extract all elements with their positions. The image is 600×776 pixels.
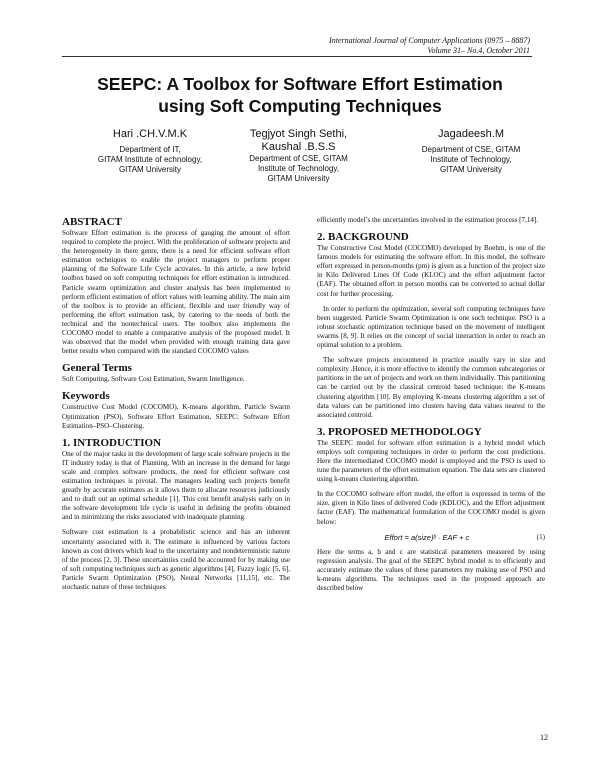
keywords-heading: Keywords xyxy=(62,390,110,403)
journal-name: International Journal of Computer Applications (0975 – 8887) xyxy=(329,36,530,45)
author-affiliation: GITAM Institute of echnology, xyxy=(97,155,203,164)
title-line-1: SEEPC: A Toolbox for Software Effort Estimation xyxy=(97,74,503,94)
author-3 xyxy=(396,128,546,175)
left-column xyxy=(62,216,290,598)
background-paragraph: In order to perform the optimization, several soft computing techniques have been suggested. Particle Swarm Optimization is one such technique. PSO is a robust stochastic optimization technique based on the movement of intelligent swarms [8, 9]. It relies on the concept of social interaction in order to reach an optimal solution to a problem. xyxy=(317,304,545,350)
background-paragraph: The Constructive Cost Model (COCOMO) developed by Boehm, is one of the famous models for estimating the software effort. In this model, the software effort expressed in person-months (pm) is given as a function of the project size in Kilo Delivered Lines Of Code (KLOC) and the effort adjustment factor (EAF). The obtained effort in person months can be converted to actual dollar cost for further processing. xyxy=(317,244,545,298)
author-affiliation: Department of CSE, GITAM xyxy=(249,154,348,163)
paper-title xyxy=(40,73,560,117)
author-affiliation: Institute of Technology, xyxy=(430,155,512,164)
methodology-paragraph: In the COCOMO software effort model, the effort is expressed in terms of the size, given in Kilo lines of delivered Code (KDLOC), and the Effort adjustment factor (EAF). The mathematical formulation of the COCOMO model is given below: xyxy=(317,490,545,526)
general-terms-heading: General Terms xyxy=(62,362,132,375)
author-2 xyxy=(226,128,371,184)
author-name: Jagadeesh.M xyxy=(437,128,505,140)
journal-header xyxy=(329,36,530,56)
equation-formula: Effort = a(size)ᵇ · EAF + c xyxy=(384,532,470,542)
introduction-paragraph: One of the major tasks in the development of large scale software projects in the IT industry today is that of Planning. With an increase in the demand for large scale and complex software products, the need for efficient software cost estimation techniques is pivotal. The managers leading such projects benefit greatly by accurate estimates as it allows them to allocate resources judiciously and to draft out an optimal schedule [1]. This cost benefit analysis early on in the software development life cycle is useful in defining the profits obtained and in minimizing the risks associated with inadequate planning. xyxy=(62,449,290,522)
methodology-heading: 3. PROPOSED METHODOLOGY xyxy=(317,425,482,438)
introduction-continuation: efficiently model’s the uncertainties involved in the estimation process [7,14]. xyxy=(317,216,539,224)
equation-1 xyxy=(317,533,545,542)
author-affiliation: GITAM University xyxy=(118,165,182,174)
author-affiliation: Institute of Technology, xyxy=(257,164,340,173)
methodology-paragraph: Here the terms a, b and c are statistical parameters measured by using regression analysis. The goal of the SEEPC hybrid model is to efficiently and accurately estimate the values of these parameters my making use of PSO and k-means algorithms. The techniques used in the proposed approach are described below xyxy=(317,547,545,593)
title-line-2: using Soft Computing Techniques xyxy=(158,96,442,116)
general-terms-text: Soft Computing, Software Cost Estimation, Swarm Intelligence. xyxy=(62,375,245,384)
header-rule xyxy=(62,56,532,57)
author-affiliation: GITAM University xyxy=(267,174,330,183)
methodology-paragraph: The SEEPC model for software effort estimation is a hybrid model which employs soft computing techniques in order to perform the cost predictions. Here the intermediated COCOMO model is employed and the PSO is used to tune the parameters of the effort estimation equation. The data sets are clustered using k-means clustering algorithm. xyxy=(317,438,545,484)
author-affiliation: Department of IT, xyxy=(119,145,181,154)
background-heading: 2. BACKGROUND xyxy=(317,231,409,244)
author-name: Tegjyot Singh Sethi, xyxy=(249,128,348,140)
introduction-heading: 1. INTRODUCTION xyxy=(62,436,162,449)
equation-number: (1) xyxy=(536,532,545,541)
abstract-text: Software Effort estimation is the process of gauging the amount of effort required to complete the project. With the proliferation of software projects and the heterogeneity in there genre, there is a need for efficient software effort estimation techniques to enable the project managers to perform proper planning of the Software Life Cycle activates. In this article, a new hybrid toolbox based on soft computing techniques for effort estimation is introduced. Particle swarm optimization and cluster analysis has been implemented to perform efficient estimation of effort values with learning ability. The main aim of the toolbox is to provide an efficient, flexible and user friendly way of performing the effort estimation task, by catering to the needs of both the technical and the nontechnical users. The toolbox also implements the COCOMO model to enable a comparative analysis of the proposed model. It was observed that the model when provided with enough training data gave better results when compared with the standard COCOMO values xyxy=(62,229,290,356)
right-column xyxy=(317,216,545,599)
author-affiliation: GITAM University xyxy=(439,165,503,174)
author-name-2: Kaushal .B.S.S xyxy=(261,141,336,153)
keywords-text: Constructive Cost Model (COCOMO), K-means algorithm, Particle Swarm Optimization (PSO), Software Effort Estimation, SEEPC: Software Effort Estimation–PSO–Clustering. xyxy=(62,403,290,430)
author-1 xyxy=(80,128,220,175)
author-name: Hari .CH.V.M.K xyxy=(112,128,188,140)
background-paragraph: The software projects encountered in practice usually vary in size and complexity .Hence, it is more effective to identify the common subcategories or partitions in the set of projects and work on them individually. This partitioning can be carried out by the classical centroid based technique: the K-means clustering algorithm [10]. By employing K-means clustering algorithm a set of data values can be partitioned into clusters having data values nearest to the associated centroid. xyxy=(317,356,545,419)
author-affiliation: Department of CSE, GITAM xyxy=(421,145,521,154)
introduction-paragraph: Software cost estimation is a probabilistic science and has an inherent uncertainty associated with it. The estimate is influenced by various factors known as cost drivers which lead to the uncertainty and nondeterministic nature of the process [2, 3]. These uncertainties could be accounted for by making use of soft computing techniques such as genetic algorithms [4], Fuzzy logic [5, 6], Particle Swarm Optimization (PSO), Neural Networks [11,15], etc. The stochastic nature of these techniques xyxy=(62,528,290,591)
page-number: 12 xyxy=(540,733,548,742)
abstract-heading: ABSTRACT xyxy=(62,216,122,228)
journal-issue: Volume 31– No.4, October 2011 xyxy=(427,46,530,55)
